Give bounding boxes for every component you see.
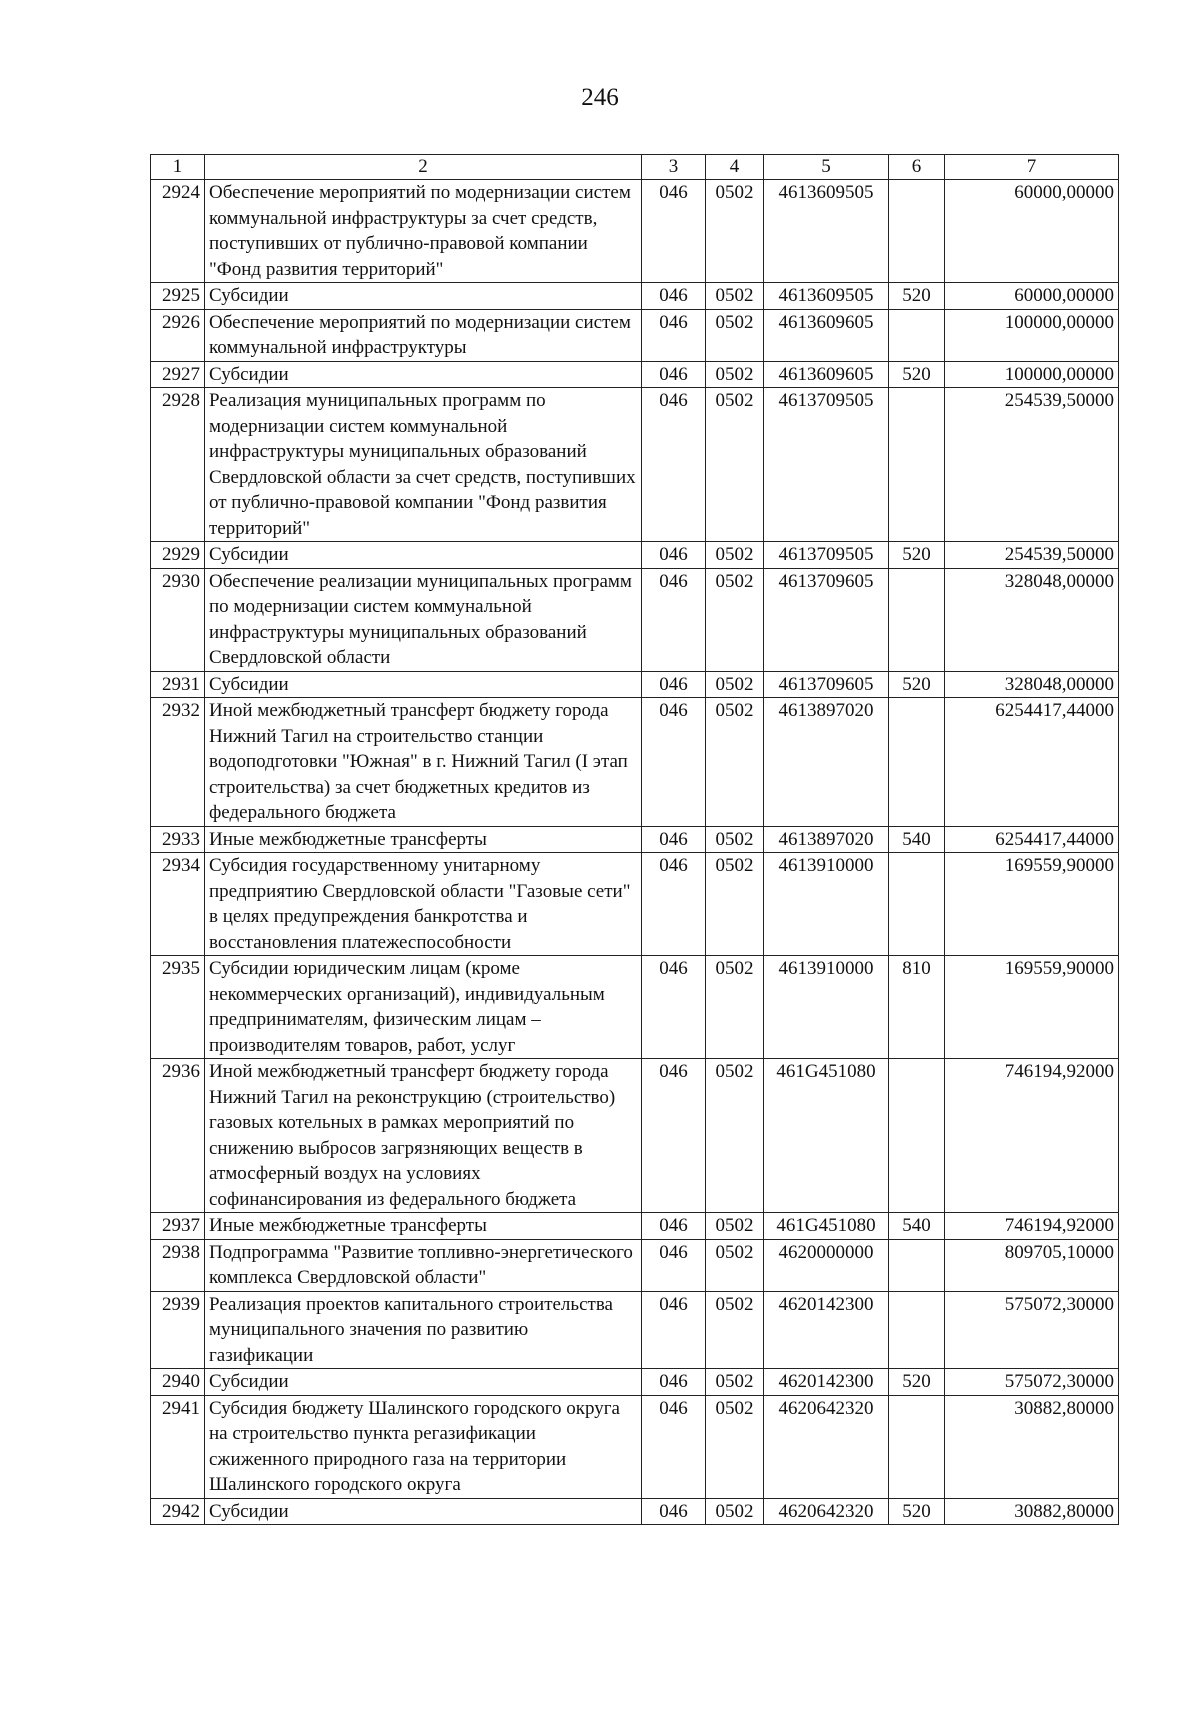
expense-type-code [889,698,945,827]
ministry-code: 046 [642,542,706,569]
table-row [151,1239,1119,1291]
ministry-code: 046 [642,671,706,698]
table-row [151,568,1119,671]
table-row [151,1059,1119,1213]
table-row [151,956,1119,1059]
target-code: 4620642320 [764,1395,889,1498]
section-code: 0502 [706,1213,764,1240]
item-name: Иные межбюджетные трансферты [205,826,642,853]
table-row [151,180,1119,283]
row-number: 2931 [151,671,205,698]
amount: 60000,00000 [945,180,1119,283]
amount: 746194,92000 [945,1213,1119,1240]
expense-type-code: 520 [889,283,945,310]
expense-type-code: 810 [889,956,945,1059]
column-header: 2 [205,155,642,180]
target-code: 4620142300 [764,1369,889,1396]
item-name: Субсидии юридическим лицам (кроме некоммерческих организаций), индивидуальным предпринимателям, физическим лицам – производителям товаров, работ, услуг [205,956,642,1059]
section-code: 0502 [706,542,764,569]
table-row [151,671,1119,698]
expense-type-code [889,309,945,361]
column-header: 5 [764,155,889,180]
target-code: 4620642320 [764,1498,889,1525]
row-number: 2930 [151,568,205,671]
amount: 254539,50000 [945,388,1119,542]
section-code: 0502 [706,1369,764,1396]
expense-type-code [889,568,945,671]
expense-type-code [889,1291,945,1369]
row-number: 2937 [151,1213,205,1240]
section-code: 0502 [706,671,764,698]
section-code: 0502 [706,1498,764,1525]
table-body [151,180,1119,1525]
table-row [151,698,1119,827]
item-name: Субсидии [205,542,642,569]
ministry-code: 046 [642,1395,706,1498]
item-name: Субсидия бюджету Шалинского городского округа на строительство пункта регазификации сжиженного природного газа на территории Шалинского городского округа [205,1395,642,1498]
section-code: 0502 [706,1291,764,1369]
table-row [151,388,1119,542]
column-header: 3 [642,155,706,180]
target-code: 4613709605 [764,568,889,671]
amount: 60000,00000 [945,283,1119,310]
section-code: 0502 [706,283,764,310]
ministry-code: 046 [642,1239,706,1291]
section-code: 0502 [706,698,764,827]
row-number: 2927 [151,361,205,388]
expense-type-code [889,1059,945,1213]
target-code: 4613897020 [764,698,889,827]
amount: 746194,92000 [945,1059,1119,1213]
item-name: Иной межбюджетный трансферт бюджету города Нижний Тагил на строительство станции водоподготовки "Южная" в г. Нижний Тагил (I этап строительства) за счет бюджетных кредитов из федерального бюджета [205,698,642,827]
ministry-code: 046 [642,180,706,283]
target-code: 4613709605 [764,671,889,698]
row-number: 2933 [151,826,205,853]
section-code: 0502 [706,1059,764,1213]
ministry-code: 046 [642,388,706,542]
item-name: Субсидии [205,361,642,388]
row-number: 2936 [151,1059,205,1213]
target-code: 4613609605 [764,309,889,361]
column-header: 1 [151,155,205,180]
item-name: Субсидии [205,1369,642,1396]
amount: 30882,80000 [945,1395,1119,1498]
item-name: Подпрограмма "Развитие топливно-энергетического комплекса Свердловской области" [205,1239,642,1291]
row-number: 2925 [151,283,205,310]
target-code: 4620142300 [764,1291,889,1369]
ministry-code: 046 [642,361,706,388]
item-name: Реализация муниципальных программ по модернизации систем коммунальной инфраструктуры муниципальных образований Свердловской области за счет средств, поступивших от публично-правовой компании "Фонд развития территорий" [205,388,642,542]
row-number: 2941 [151,1395,205,1498]
ministry-code: 046 [642,1059,706,1213]
target-code: 461G451080 [764,1059,889,1213]
row-number: 2929 [151,542,205,569]
row-number: 2924 [151,180,205,283]
item-name: Обеспечение мероприятий по модернизации систем коммунальной инфраструктуры [205,309,642,361]
ministry-code: 046 [642,956,706,1059]
item-name: Иной межбюджетный трансферт бюджету города Нижний Тагил на реконструкцию (строительство) газовых котельных в рамках мероприятий по снижению выбросов загрязняющих веществ в атмосферный воздух на условиях софинансирования из федерального бюджета [205,1059,642,1213]
table-row [151,361,1119,388]
ministry-code: 046 [642,853,706,956]
section-code: 0502 [706,388,764,542]
item-name: Реализация проектов капитального строительства муниципального значения по развитию газификации [205,1291,642,1369]
section-code: 0502 [706,1395,764,1498]
ministry-code: 046 [642,1369,706,1396]
section-code: 0502 [706,309,764,361]
table-row [151,542,1119,569]
amount: 328048,00000 [945,671,1119,698]
table-row [151,309,1119,361]
item-name: Иные межбюджетные трансферты [205,1213,642,1240]
target-code: 4613709505 [764,388,889,542]
target-code: 4613910000 [764,853,889,956]
amount: 6254417,44000 [945,826,1119,853]
target-code: 4613609505 [764,180,889,283]
expense-type-code [889,1395,945,1498]
table-row [151,1291,1119,1369]
amount: 328048,00000 [945,568,1119,671]
row-number: 2942 [151,1498,205,1525]
row-number: 2928 [151,388,205,542]
amount: 575072,30000 [945,1369,1119,1396]
table-row [151,853,1119,956]
target-code: 4613897020 [764,826,889,853]
expense-type-code [889,180,945,283]
amount: 100000,00000 [945,309,1119,361]
table-row [151,283,1119,310]
row-number: 2940 [151,1369,205,1396]
column-header: 6 [889,155,945,180]
amount: 169559,90000 [945,853,1119,956]
table-header-row [151,155,1119,180]
item-name: Обеспечение мероприятий по модернизации систем коммунальной инфраструктуры за счет средств, поступивших от публично-правовой компании "Фонд развития территорий" [205,180,642,283]
amount: 30882,80000 [945,1498,1119,1525]
table-row [151,1213,1119,1240]
amount: 575072,30000 [945,1291,1119,1369]
budget-table [150,154,1119,1525]
expense-type-code [889,388,945,542]
table-row [151,1498,1119,1525]
target-code: 4613910000 [764,956,889,1059]
amount: 809705,10000 [945,1239,1119,1291]
item-name: Субсидия государственному унитарному предприятию Свердловской области "Газовые сети" в целях предупреждения банкротства и восстановления платежеспособности [205,853,642,956]
expense-type-code: 520 [889,542,945,569]
expense-type-code: 520 [889,1498,945,1525]
row-number: 2932 [151,698,205,827]
row-number: 2926 [151,309,205,361]
table-row [151,826,1119,853]
expense-type-code [889,1239,945,1291]
row-number: 2934 [151,853,205,956]
table-row [151,1395,1119,1498]
page-number: 246 [581,84,619,111]
ministry-code: 046 [642,568,706,671]
amount: 100000,00000 [945,361,1119,388]
section-code: 0502 [706,568,764,671]
amount: 254539,50000 [945,542,1119,569]
item-name: Субсидии [205,671,642,698]
ministry-code: 046 [642,698,706,827]
target-code: 4613609505 [764,283,889,310]
section-code: 0502 [706,853,764,956]
ministry-code: 046 [642,1291,706,1369]
ministry-code: 046 [642,826,706,853]
table-row [151,1369,1119,1396]
item-name: Субсидии [205,283,642,310]
section-code: 0502 [706,826,764,853]
amount: 6254417,44000 [945,698,1119,827]
item-name: Субсидии [205,1498,642,1525]
amount: 169559,90000 [945,956,1119,1059]
ministry-code: 046 [642,1213,706,1240]
target-code: 461G451080 [764,1213,889,1240]
row-number: 2939 [151,1291,205,1369]
expense-type-code: 540 [889,1213,945,1240]
target-code: 4613709505 [764,542,889,569]
row-number: 2938 [151,1239,205,1291]
target-code: 4620000000 [764,1239,889,1291]
expense-type-code: 520 [889,671,945,698]
ministry-code: 046 [642,283,706,310]
item-name: Обеспечение реализации муниципальных программ по модернизации систем коммунальной инфраструктуры муниципальных образований Свердловской области [205,568,642,671]
column-header: 4 [706,155,764,180]
expense-type-code [889,853,945,956]
expense-type-code: 520 [889,361,945,388]
section-code: 0502 [706,180,764,283]
expense-type-code: 540 [889,826,945,853]
ministry-code: 046 [642,1498,706,1525]
target-code: 4613609605 [764,361,889,388]
ministry-code: 046 [642,309,706,361]
row-number: 2935 [151,956,205,1059]
column-header: 7 [945,155,1119,180]
section-code: 0502 [706,1239,764,1291]
section-code: 0502 [706,956,764,1059]
expense-type-code: 520 [889,1369,945,1396]
section-code: 0502 [706,361,764,388]
